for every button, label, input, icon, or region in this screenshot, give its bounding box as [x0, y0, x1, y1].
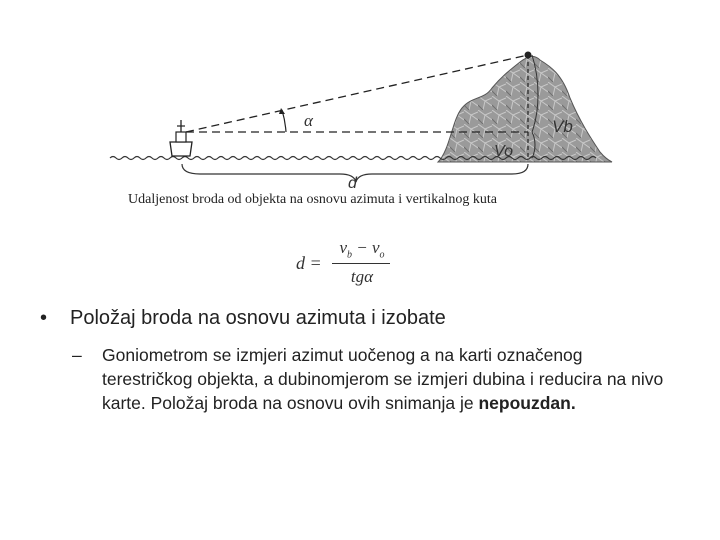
sub-bullet-text: Goniometrom se izmjeri azimut uočenog a na karti označenog terestričkog objekta, a dubinomjerom se izmjeri dubina i reducira na nivo karte. Položaj broda na osnovu ovih snimanja je nepouzdan.	[102, 345, 664, 413]
ship-icon	[170, 120, 192, 156]
label-d: d	[348, 175, 357, 192]
bullet-text: Položaj broda na osnovu azimuta i izobate	[70, 307, 446, 329]
formula-lhs: d =	[296, 253, 322, 273]
formula-numerator: $v_b - v_o$	[339, 238, 385, 261]
label-alpha: α	[304, 111, 313, 130]
distance-formula	[290, 238, 410, 290]
sub-bullet-marker: –	[72, 345, 82, 365]
figure-caption: Udaljenost broda od objekta na osnovu azimuta i vertikalnog kuta	[128, 192, 497, 207]
bullet-marker: •	[40, 307, 48, 329]
bullet-point	[40, 307, 446, 330]
formula-fraction-bar	[332, 263, 390, 264]
mountain	[438, 56, 612, 162]
formula-denominator: tgα	[350, 267, 374, 286]
sub-bullet	[72, 343, 672, 415]
distance-brace	[182, 164, 528, 182]
peak-point	[525, 52, 532, 59]
label-vo: Vo	[494, 143, 513, 160]
label-vb: Vb	[552, 117, 573, 136]
emphasis-nepouzdan: nepouzdan.	[478, 393, 576, 413]
